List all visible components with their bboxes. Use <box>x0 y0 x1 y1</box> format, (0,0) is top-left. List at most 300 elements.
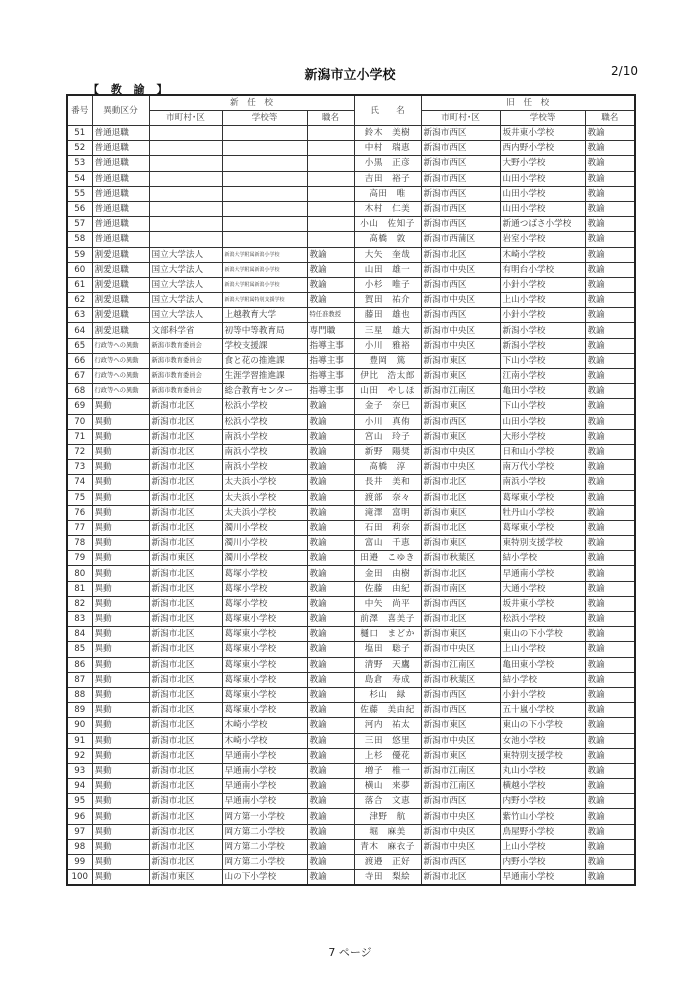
cell-old-school: 江南小学校 <box>500 369 585 384</box>
cell-person-name: 宮山 玲子 <box>354 429 421 444</box>
cell-transfer-type: 割愛退職 <box>92 277 149 292</box>
cell-new-title: 教諭 <box>307 566 354 581</box>
cell-row-number: 96 <box>67 809 92 824</box>
cell-person-name: 木村 仁美 <box>354 201 421 216</box>
cell-new-school <box>222 186 307 201</box>
cell-old-school: 結小学校 <box>500 551 585 566</box>
cell-old-title: 教諭 <box>585 323 635 338</box>
cell-old-city: 新潟市北区 <box>421 520 500 535</box>
cell-row-number: 94 <box>67 779 92 794</box>
cell-new-school: 学校支援課 <box>222 338 307 353</box>
cell-old-school: 大通小学校 <box>500 581 585 596</box>
table-row <box>67 399 635 414</box>
cell-old-title: 教諭 <box>585 262 635 277</box>
cell-person-name: 石田 莉奈 <box>354 520 421 535</box>
cell-person-name: 吉田 裕子 <box>354 171 421 186</box>
cell-new-city: 新潟市北区 <box>149 612 222 627</box>
cell-old-title: 教諭 <box>585 277 635 292</box>
table-row <box>67 855 635 870</box>
cell-person-name: 三田 悠里 <box>354 733 421 748</box>
cell-old-title: 教諭 <box>585 247 635 262</box>
cell-new-city: 新潟市北区 <box>149 687 222 702</box>
cell-new-title: 指導主事 <box>307 384 354 399</box>
cell-old-school: 葛塚東小学校 <box>500 490 585 505</box>
cell-old-title: 教諭 <box>585 232 635 247</box>
cell-row-number: 51 <box>67 126 92 141</box>
table-row <box>67 581 635 596</box>
cell-transfer-type: 異動 <box>92 414 149 429</box>
cell-new-school: 葛塚東小学校 <box>222 612 307 627</box>
cell-old-school: 大野小学校 <box>500 156 585 171</box>
cell-new-school: 葛塚小学校 <box>222 566 307 581</box>
table-row <box>67 824 635 839</box>
cell-old-school: 大形小学校 <box>500 429 585 444</box>
cell-row-number: 90 <box>67 718 92 733</box>
cell-new-school: 岡方第二小学校 <box>222 839 307 854</box>
cell-transfer-type: 異動 <box>92 703 149 718</box>
table-row <box>67 277 635 292</box>
cell-new-title: 教諭 <box>307 809 354 824</box>
cell-row-number: 85 <box>67 642 92 657</box>
cell-new-title: 教諭 <box>307 627 354 642</box>
cell-old-city: 新潟市西区 <box>421 703 500 718</box>
cell-old-city: 新潟市東区 <box>421 748 500 763</box>
cell-old-city: 新潟市西区 <box>421 217 500 232</box>
cell-transfer-type: 異動 <box>92 566 149 581</box>
cell-old-title: 教諭 <box>585 475 635 490</box>
cell-new-city <box>149 171 222 186</box>
cell-old-school: 西内野小学校 <box>500 141 585 156</box>
table-row <box>67 566 635 581</box>
cell-old-title: 教諭 <box>585 763 635 778</box>
cell-new-city: 新潟市北区 <box>149 809 222 824</box>
cell-new-city: 新潟市北区 <box>149 596 222 611</box>
cell-row-number: 89 <box>67 703 92 718</box>
cell-old-school: 小針小学校 <box>500 687 585 702</box>
cell-old-city: 新潟市西区 <box>421 126 500 141</box>
cell-row-number: 65 <box>67 338 92 353</box>
cell-new-city: 新潟市北区 <box>149 748 222 763</box>
cell-new-title: 教諭 <box>307 551 354 566</box>
cell-new-city: 新潟市北区 <box>149 718 222 733</box>
cell-row-number: 81 <box>67 581 92 596</box>
cell-new-title: 教諭 <box>307 293 354 308</box>
table-row <box>67 657 635 672</box>
cell-old-city: 新潟市中央区 <box>421 262 500 277</box>
cell-new-school: 葛塚東小学校 <box>222 687 307 702</box>
cell-old-city: 新潟市西蒲区 <box>421 232 500 247</box>
cell-new-school: 早通南小学校 <box>222 779 307 794</box>
table-row <box>67 687 635 702</box>
cell-person-name: 塩田 聡子 <box>354 642 421 657</box>
cell-old-school: 南万代小学校 <box>500 460 585 475</box>
cell-row-number: 99 <box>67 855 92 870</box>
cell-transfer-type: 異動 <box>92 520 149 535</box>
cell-transfer-type: 異動 <box>92 839 149 854</box>
table-row <box>67 718 635 733</box>
cell-new-city: 新潟市北区 <box>149 414 222 429</box>
cell-new-city: 新潟市東区 <box>149 870 222 886</box>
cell-transfer-type: 異動 <box>92 536 149 551</box>
cell-old-school: 山田小学校 <box>500 201 585 216</box>
cell-transfer-type: 異動 <box>92 809 149 824</box>
cell-transfer-type: 行政等への異動 <box>92 369 149 384</box>
table-row <box>67 490 635 505</box>
cell-transfer-type: 異動 <box>92 733 149 748</box>
cell-row-number: 56 <box>67 201 92 216</box>
cell-new-city: 新潟市北区 <box>149 839 222 854</box>
cell-transfer-type: 割愛退職 <box>92 247 149 262</box>
cell-transfer-type: 異動 <box>92 627 149 642</box>
cell-old-school: 内野小学校 <box>500 794 585 809</box>
cell-new-school <box>222 217 307 232</box>
cell-old-city: 新潟市中央区 <box>421 293 500 308</box>
cell-old-city: 新潟市江南区 <box>421 384 500 399</box>
table-row <box>67 748 635 763</box>
cell-old-title: 教諭 <box>585 672 635 687</box>
table-row <box>67 156 635 171</box>
page-footer: 7 ページ <box>328 946 372 959</box>
cell-old-title: 教諭 <box>585 566 635 581</box>
cell-row-number: 71 <box>67 429 92 444</box>
cell-new-city <box>149 217 222 232</box>
cell-person-name: 高田 唯 <box>354 186 421 201</box>
cell-old-city: 新潟市東区 <box>421 505 500 520</box>
cell-old-title: 教諭 <box>585 536 635 551</box>
cell-row-number: 72 <box>67 444 92 459</box>
table-row <box>67 627 635 642</box>
cell-person-name: 清野 天鷹 <box>354 657 421 672</box>
cell-new-school <box>222 126 307 141</box>
table-row <box>67 338 635 353</box>
cell-new-city: 新潟市北区 <box>149 642 222 657</box>
cell-new-school: 生涯学習推進課 <box>222 369 307 384</box>
cell-new-school <box>222 232 307 247</box>
cell-person-name: 山田 雄一 <box>354 262 421 277</box>
cell-new-school: 葛塚東小学校 <box>222 703 307 718</box>
cell-old-title: 教諭 <box>585 490 635 505</box>
cell-new-school: 葛塚東小学校 <box>222 672 307 687</box>
table-row <box>67 520 635 535</box>
table-row <box>67 384 635 399</box>
cell-old-school: 上山小学校 <box>500 293 585 308</box>
cell-old-title: 教諭 <box>585 748 635 763</box>
cell-transfer-type: 異動 <box>92 794 149 809</box>
cell-old-city: 新潟市東区 <box>421 353 500 368</box>
cell-transfer-type: 行政等への異動 <box>92 353 149 368</box>
cell-row-number: 54 <box>67 171 92 186</box>
cell-old-city: 新潟市東区 <box>421 536 500 551</box>
cell-new-title: 教諭 <box>307 262 354 277</box>
cell-old-city: 新潟市西区 <box>421 596 500 611</box>
header-transfer-type: 異動区分 <box>92 95 149 126</box>
cell-new-city: 新潟市北区 <box>149 505 222 520</box>
table-row <box>67 505 635 520</box>
cell-row-number: 76 <box>67 505 92 520</box>
cell-transfer-type: 異動 <box>92 490 149 505</box>
cell-old-title: 教諭 <box>585 171 635 186</box>
cell-old-city: 新潟市中央区 <box>421 323 500 338</box>
cell-old-title: 教諭 <box>585 855 635 870</box>
cell-new-title: 教諭 <box>307 672 354 687</box>
cell-new-title: 教諭 <box>307 794 354 809</box>
cell-old-title: 教諭 <box>585 520 635 535</box>
cell-row-number: 64 <box>67 323 92 338</box>
cell-transfer-type: 異動 <box>92 429 149 444</box>
cell-old-title: 教諭 <box>585 384 635 399</box>
cell-row-number: 97 <box>67 824 92 839</box>
cell-transfer-type: 行政等への異動 <box>92 338 149 353</box>
cell-old-city: 新潟市東区 <box>421 718 500 733</box>
header-number: 番号 <box>67 95 92 126</box>
cell-new-school: 葛塚東小学校 <box>222 657 307 672</box>
cell-new-school: 新潟大学附属特別支援学校 <box>222 293 307 308</box>
cell-old-title: 教諭 <box>585 217 635 232</box>
table-row <box>67 809 635 824</box>
cell-new-city: 新潟市北区 <box>149 581 222 596</box>
cell-person-name: 長井 美和 <box>354 475 421 490</box>
cell-old-city: 新潟市中央区 <box>421 444 500 459</box>
cell-row-number: 70 <box>67 414 92 429</box>
cell-new-school <box>222 171 307 186</box>
cell-row-number: 84 <box>67 627 92 642</box>
cell-old-school: 東特別支援学校 <box>500 748 585 763</box>
cell-new-title: 特任准教授 <box>307 308 354 323</box>
cell-new-city: 新潟市北区 <box>149 460 222 475</box>
cell-new-city: 新潟市北区 <box>149 399 222 414</box>
cell-old-city: 新潟市秋葉区 <box>421 672 500 687</box>
cell-new-city <box>149 156 222 171</box>
cell-new-title <box>307 156 354 171</box>
cell-old-title: 教諭 <box>585 444 635 459</box>
cell-old-title: 教諭 <box>585 596 635 611</box>
cell-new-title: 教諭 <box>307 399 354 414</box>
cell-new-school: 早通南小学校 <box>222 763 307 778</box>
cell-new-school: 総合教育センター <box>222 384 307 399</box>
cell-transfer-type: 異動 <box>92 581 149 596</box>
personnel-transfer-table <box>66 94 636 886</box>
cell-new-city: 国立大学法人 <box>149 308 222 323</box>
table-row <box>67 232 635 247</box>
cell-new-title: 教諭 <box>307 460 354 475</box>
cell-old-title: 教諭 <box>585 126 635 141</box>
cell-row-number: 68 <box>67 384 92 399</box>
cell-old-school: 坂井東小学校 <box>500 596 585 611</box>
cell-new-title: 教諭 <box>307 839 354 854</box>
cell-new-school: 早通南小学校 <box>222 748 307 763</box>
table-row <box>67 141 635 156</box>
cell-old-title: 教諭 <box>585 429 635 444</box>
cell-row-number: 98 <box>67 839 92 854</box>
cell-old-school: 早通南小学校 <box>500 566 585 581</box>
cell-row-number: 67 <box>67 369 92 384</box>
cell-new-title: 教諭 <box>307 247 354 262</box>
cell-row-number: 88 <box>67 687 92 702</box>
cell-person-name: 小川 真侑 <box>354 414 421 429</box>
cell-person-name: 三星 雄大 <box>354 323 421 338</box>
cell-old-school: 新通つばさ小学校 <box>500 217 585 232</box>
cell-old-school: 新潟小学校 <box>500 338 585 353</box>
cell-old-school: 下山小学校 <box>500 399 585 414</box>
cell-new-city: 新潟市北区 <box>149 703 222 718</box>
table-row <box>67 186 635 201</box>
header-old-school: 学校等 <box>500 111 585 126</box>
cell-person-name: 大矢 奎哉 <box>354 247 421 262</box>
cell-old-city: 新潟市中央区 <box>421 460 500 475</box>
cell-new-title: 教諭 <box>307 490 354 505</box>
cell-person-name: 賀田 祐介 <box>354 293 421 308</box>
table-row <box>67 308 635 323</box>
cell-transfer-type: 割愛退職 <box>92 262 149 277</box>
cell-new-school: 濁川小学校 <box>222 520 307 535</box>
cell-new-city <box>149 232 222 247</box>
cell-transfer-type: 異動 <box>92 672 149 687</box>
cell-old-city: 新潟市秋葉区 <box>421 551 500 566</box>
cell-old-title: 教諭 <box>585 460 635 475</box>
cell-new-city: 新潟市北区 <box>149 444 222 459</box>
cell-new-city <box>149 201 222 216</box>
cell-new-school: 食と花の推進課 <box>222 353 307 368</box>
cell-old-title: 教諭 <box>585 779 635 794</box>
cell-transfer-type: 異動 <box>92 779 149 794</box>
cell-person-name: 前澤 喜美子 <box>354 612 421 627</box>
cell-person-name: 髙橋 淳 <box>354 460 421 475</box>
cell-person-name: 金田 由樹 <box>354 566 421 581</box>
cell-new-school: 木崎小学校 <box>222 733 307 748</box>
page-indicator: 2/10 <box>611 64 638 78</box>
cell-new-title: 教諭 <box>307 657 354 672</box>
cell-row-number: 87 <box>67 672 92 687</box>
cell-transfer-type: 異動 <box>92 718 149 733</box>
cell-old-city: 新潟市中央区 <box>421 642 500 657</box>
cell-new-school: 早通南小学校 <box>222 794 307 809</box>
cell-old-title: 教諭 <box>585 687 635 702</box>
cell-old-city: 新潟市東区 <box>421 627 500 642</box>
cell-person-name: 髙橋 敦 <box>354 232 421 247</box>
cell-old-city: 新潟市中央区 <box>421 809 500 824</box>
cell-transfer-type: 普通退職 <box>92 232 149 247</box>
table-row <box>67 779 635 794</box>
cell-new-title <box>307 171 354 186</box>
cell-new-title: 教諭 <box>307 429 354 444</box>
cell-new-city: 文部科学省 <box>149 323 222 338</box>
cell-old-school: 下山小学校 <box>500 353 585 368</box>
header-name: 氏 名 <box>354 95 421 126</box>
table-row <box>67 171 635 186</box>
cell-old-city: 新潟市中央区 <box>421 839 500 854</box>
cell-row-number: 91 <box>67 733 92 748</box>
cell-person-name: 田邉 こゆき <box>354 551 421 566</box>
cell-new-school: 岡方第二小学校 <box>222 855 307 870</box>
cell-new-city: 新潟市北区 <box>149 779 222 794</box>
cell-transfer-type: 異動 <box>92 855 149 870</box>
cell-old-title: 教諭 <box>585 733 635 748</box>
cell-old-title: 教諭 <box>585 338 635 353</box>
cell-person-name: 樋口 まどか <box>354 627 421 642</box>
cell-transfer-type: 異動 <box>92 642 149 657</box>
cell-person-name: 寺田 梨絵 <box>354 870 421 886</box>
cell-row-number: 55 <box>67 186 92 201</box>
cell-new-title: 教諭 <box>307 612 354 627</box>
cell-row-number: 59 <box>67 247 92 262</box>
cell-person-name: 鈴木 美樹 <box>354 126 421 141</box>
cell-transfer-type: 異動 <box>92 444 149 459</box>
cell-old-school: 早通南小学校 <box>500 870 585 886</box>
cell-old-title: 教諭 <box>585 369 635 384</box>
cell-new-title: 教諭 <box>307 718 354 733</box>
cell-new-school: 太夫浜小学校 <box>222 475 307 490</box>
cell-person-name: 伊比 浩太郎 <box>354 369 421 384</box>
cell-old-city: 新潟市北区 <box>421 475 500 490</box>
cell-row-number: 69 <box>67 399 92 414</box>
cell-new-city: 新潟市北区 <box>149 824 222 839</box>
cell-person-name: 堀 麻美 <box>354 824 421 839</box>
cell-old-city: 新潟市西区 <box>421 186 500 201</box>
cell-old-city: 新潟市江南区 <box>421 779 500 794</box>
cell-transfer-type: 普通退職 <box>92 141 149 156</box>
cell-old-city: 新潟市東区 <box>421 429 500 444</box>
cell-new-city: 新潟市北区 <box>149 794 222 809</box>
cell-person-name: 富山 千恵 <box>354 536 421 551</box>
cell-new-title <box>307 232 354 247</box>
cell-new-school: 松浜小学校 <box>222 399 307 414</box>
cell-new-school: 南浜小学校 <box>222 460 307 475</box>
cell-new-school: 木崎小学校 <box>222 718 307 733</box>
cell-transfer-type: 割愛退職 <box>92 323 149 338</box>
cell-new-title: 指導主事 <box>307 338 354 353</box>
cell-transfer-type: 普通退職 <box>92 201 149 216</box>
cell-new-city: 国立大学法人 <box>149 247 222 262</box>
cell-old-title: 教諭 <box>585 627 635 642</box>
cell-person-name: 横山 来夢 <box>354 779 421 794</box>
table-row <box>67 672 635 687</box>
cell-row-number: 77 <box>67 520 92 535</box>
cell-new-city: 新潟市北区 <box>149 855 222 870</box>
cell-old-title: 教諭 <box>585 551 635 566</box>
cell-old-title: 教諭 <box>585 293 635 308</box>
cell-new-city: 新潟市北区 <box>149 566 222 581</box>
cell-new-title: 専門職 <box>307 323 354 338</box>
cell-transfer-type: 異動 <box>92 475 149 490</box>
cell-new-city <box>149 141 222 156</box>
cell-transfer-type: 異動 <box>92 824 149 839</box>
cell-old-city: 新潟市北区 <box>421 247 500 262</box>
cell-person-name: 新野 陽奨 <box>354 444 421 459</box>
cell-old-school: 東特別支援学校 <box>500 536 585 551</box>
table-row <box>67 475 635 490</box>
cell-transfer-type: 普通退職 <box>92 217 149 232</box>
cell-transfer-type: 異動 <box>92 687 149 702</box>
cell-old-school: 坂井東小学校 <box>500 126 585 141</box>
table-row <box>67 126 635 141</box>
cell-new-school: 新潟大学附属新潟小学校 <box>222 262 307 277</box>
cell-old-school: 鳥屋野小学校 <box>500 824 585 839</box>
cell-person-name: 落合 文恵 <box>354 794 421 809</box>
cell-old-city: 新潟市西区 <box>421 156 500 171</box>
cell-transfer-type: 異動 <box>92 748 149 763</box>
cell-new-school: 山の下小学校 <box>222 870 307 886</box>
cell-transfer-type: 割愛退職 <box>92 293 149 308</box>
cell-old-school: 日和山小学校 <box>500 444 585 459</box>
cell-row-number: 92 <box>67 748 92 763</box>
cell-new-city: 新潟市北区 <box>149 657 222 672</box>
cell-transfer-type: 異動 <box>92 596 149 611</box>
cell-old-school: 東山の下小学校 <box>500 627 585 642</box>
cell-old-school: 小針小学校 <box>500 277 585 292</box>
table-row <box>67 460 635 475</box>
table-row <box>67 429 635 444</box>
cell-person-name: 佐藤 由紀 <box>354 581 421 596</box>
